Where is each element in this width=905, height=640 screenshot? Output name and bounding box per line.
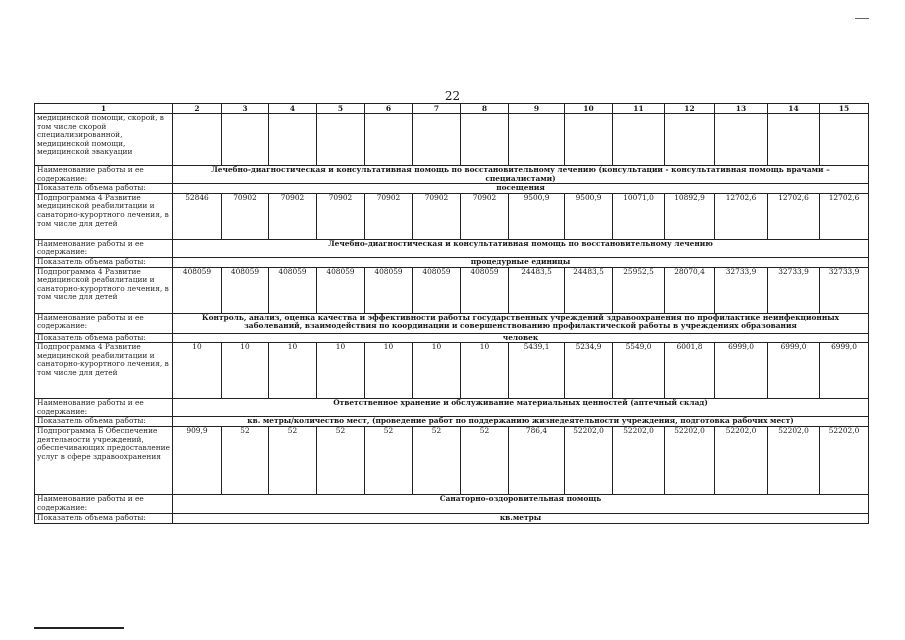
table-cell: 52 [365, 426, 413, 494]
table-cell: 10071,0 [613, 193, 665, 239]
row-description: кв. метры/количество мест, (проведение работ по поддержанию жизнедеятельности учреждения, подготовка рабочих мест) [173, 417, 869, 427]
table-cell: 52202,0 [665, 426, 715, 494]
table-cell: 24483,5 [509, 267, 565, 313]
table-cell: 52846 [173, 193, 222, 239]
table-cell [365, 114, 413, 166]
table-cell: 52 [413, 426, 461, 494]
column-header: 5 [317, 104, 365, 114]
table-cell: 408059 [173, 267, 222, 313]
table-cell: 10 [222, 343, 269, 399]
table-cell: 10 [173, 343, 222, 399]
table-cell: 6999,0 [820, 343, 869, 399]
table-cell: 408059 [269, 267, 317, 313]
row-description: Санаторно-оздоровительная помощь [173, 494, 869, 513]
table-cell: 5549,0 [613, 343, 665, 399]
table-row [35, 399, 869, 417]
column-header: 1 [35, 104, 173, 114]
table-row [35, 114, 869, 166]
column-header: 15 [820, 104, 869, 114]
table-cell [820, 114, 869, 166]
table-cell [509, 114, 565, 166]
table-cell: 786,4 [509, 426, 565, 494]
table-cell: 6999,0 [715, 343, 768, 399]
row-label: Подпрограмма 4 Развитие медицинской реабилитации и санаторно-курортного лечения, в том числе для детей [35, 267, 173, 313]
table-cell: 12702,6 [768, 193, 820, 239]
row-label: Наименование работы и ее содержание: [35, 313, 173, 333]
table-cell: 6999,0 [768, 343, 820, 399]
table-cell: 70902 [269, 193, 317, 239]
table-cell: 5439,1 [509, 343, 565, 399]
row-label: Подпрограмма 4 Развитие медицинской реабилитации и санаторно-курортного лечения, в том числе для детей [35, 343, 173, 399]
row-label: Наименование работы и ее содержание: [35, 239, 173, 257]
table-cell [413, 114, 461, 166]
table-row [35, 193, 869, 239]
table-cell: 70902 [413, 193, 461, 239]
table-row [35, 257, 869, 267]
table-cell: 408059 [317, 267, 365, 313]
row-description: процедурные единицы [173, 257, 869, 267]
table-cell [715, 114, 768, 166]
table-cell: 24483,5 [565, 267, 613, 313]
table-cell: 12702,6 [715, 193, 768, 239]
column-header: 9 [509, 104, 565, 114]
scan-mark [855, 18, 869, 19]
table-cell: 52202,0 [768, 426, 820, 494]
row-description: посещения [173, 184, 869, 194]
row-label: Показатель объема работы: [35, 257, 173, 267]
table-cell: 10 [413, 343, 461, 399]
table-cell [461, 114, 509, 166]
row-description: кв.метры [173, 513, 869, 523]
table-cell: 70902 [365, 193, 413, 239]
table-cell: 28070,4 [665, 267, 715, 313]
column-header: 6 [365, 104, 413, 114]
row-label: Показатель объема работы: [35, 184, 173, 194]
table-row [35, 239, 869, 257]
table-cell: 408059 [365, 267, 413, 313]
table-cell: 5234,9 [565, 343, 613, 399]
table-cell: 52 [269, 426, 317, 494]
table-cell: 10892,9 [665, 193, 715, 239]
row-description: Ответственное хранение и обслуживание материальных ценностей (аптечный склад) [173, 399, 869, 417]
table-cell [665, 114, 715, 166]
row-description: человек [173, 333, 869, 343]
table-cell: 10 [269, 343, 317, 399]
row-label: Подпрограмма Б Обеспечение деятельности учреждений, обеспечивающих предоставление услуг в сфере здравоохранения [35, 426, 173, 494]
row-label: Подпрограмма 4 Развитие медицинской реабилитации и санаторно-курортного лечения, в том числе для детей [35, 193, 173, 239]
table-cell: 408059 [413, 267, 461, 313]
table-cell: 70902 [317, 193, 365, 239]
table-cell: 52202,0 [715, 426, 768, 494]
table-cell: 9500,9 [509, 193, 565, 239]
footer-line [34, 627, 124, 629]
table-cell: 12702,6 [820, 193, 869, 239]
column-header: 14 [768, 104, 820, 114]
table-row [35, 417, 869, 427]
column-header: 3 [222, 104, 269, 114]
table-cell [173, 114, 222, 166]
table-cell: 52202,0 [613, 426, 665, 494]
row-description: Контроль, анализ, оценка качества и эффективности работы государственных учреждений здравоохранения по профилактике неинфекционных заболеваний, взаимодействия по координации и совершенствованию профилактической работы в учреждениях образования [173, 313, 869, 333]
table-cell: 52 [461, 426, 509, 494]
row-label: Наименование работы и ее содержание: [35, 166, 173, 184]
table-row [35, 184, 869, 194]
table-cell: 70902 [222, 193, 269, 239]
page-number: 22 [444, 89, 461, 103]
table-cell: 6001,8 [665, 343, 715, 399]
table-cell: 52202,0 [820, 426, 869, 494]
table-cell: 52 [317, 426, 365, 494]
table-row [35, 426, 869, 494]
table-cell: 70902 [461, 193, 509, 239]
table-cell: 52202,0 [565, 426, 613, 494]
table-row [35, 313, 869, 333]
row-label: Показатель объема работы: [35, 513, 173, 523]
table-cell: 10 [365, 343, 413, 399]
row-description: Лечебно-диагностическая и консультативная помощь по восстановительному лечению [173, 239, 869, 257]
row-label: Наименование работы и ее содержание: [35, 494, 173, 513]
table-row [35, 333, 869, 343]
column-header: 11 [613, 104, 665, 114]
table-cell [317, 114, 365, 166]
table-cell: 52 [222, 426, 269, 494]
column-header: 2 [173, 104, 222, 114]
column-header: 13 [715, 104, 768, 114]
table-cell: 32733,9 [820, 267, 869, 313]
row-label: Наименование работы и ее содержание: [35, 399, 173, 417]
table-row [35, 494, 869, 513]
column-header: 7 [413, 104, 461, 114]
table-cell: 32733,9 [768, 267, 820, 313]
table-cell: 408059 [222, 267, 269, 313]
table-cell: 9500,9 [565, 193, 613, 239]
table-cell [269, 114, 317, 166]
table-row [35, 343, 869, 399]
table-cell: 10 [461, 343, 509, 399]
table-row [35, 267, 869, 313]
table-cell [613, 114, 665, 166]
column-header: 4 [269, 104, 317, 114]
table-cell [565, 114, 613, 166]
column-header: 10 [565, 104, 613, 114]
table-cell: 10 [317, 343, 365, 399]
table-cell [768, 114, 820, 166]
table-cell [222, 114, 269, 166]
row-label: медицинской помощи, скорой, в том числе скорой специализированной, медицинской помощи, медицинской эвакуации [35, 114, 173, 166]
row-label: Показатель объема работы: [35, 333, 173, 343]
table-cell: 909,9 [173, 426, 222, 494]
header-row [35, 104, 869, 114]
table-row [35, 166, 869, 184]
data-table [34, 103, 869, 524]
row-label: Показатель объема работы: [35, 417, 173, 427]
column-header: 8 [461, 104, 509, 114]
row-description: Лечебно-диагностическая и консультативная помощь по восстановительному лечению (консультации - консультативная помощь врачами – специалистами) [173, 166, 869, 184]
table-cell: 32733,9 [715, 267, 768, 313]
table-cell: 408059 [461, 267, 509, 313]
table-cell: 25952,5 [613, 267, 665, 313]
column-header: 12 [665, 104, 715, 114]
table-row [35, 513, 869, 523]
